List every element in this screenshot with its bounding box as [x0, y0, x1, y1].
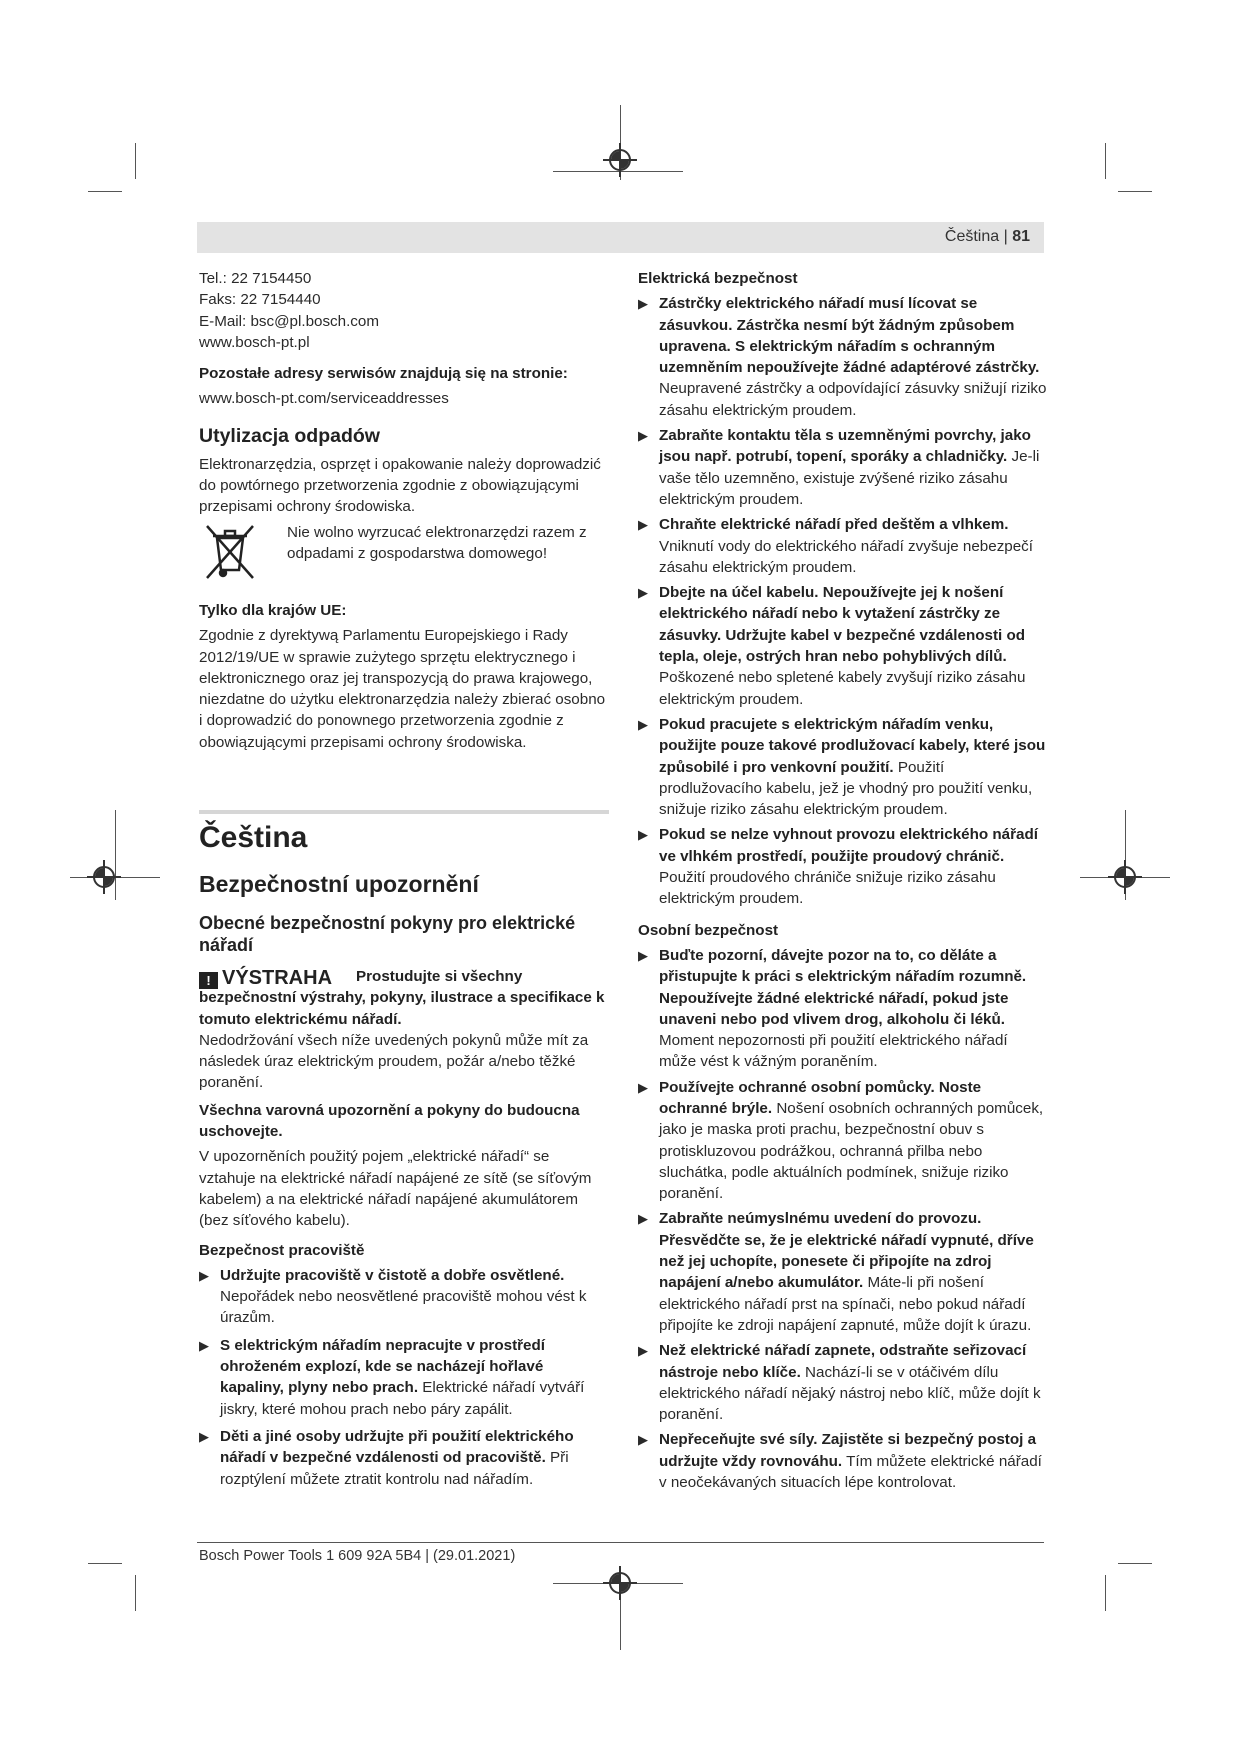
eu-label: Tylko dla krajów UE:: [199, 601, 347, 619]
registration-mark-icon: [609, 149, 631, 171]
electrical-title: Elektrická bezpečnost: [638, 270, 798, 287]
list-item: ▶ S elektrickým nářadím nepracujte v prostředí ohroženém explozí, kde se nacházejí hořlavé kapaliny, plyny nebo prach. Elektrické nářadí vytváří jiskry, které mohou prach nebo páry zapálit.: [199, 1336, 585, 1418]
contact-fax: Faks: 22 7154440: [199, 291, 321, 309]
arrow-right-icon: ▶: [638, 1211, 648, 1227]
general-title: Obecné bezpečnostní pokyny pro elektrické nářadí: [199, 913, 576, 955]
crop-mark: [1118, 1563, 1152, 1564]
left-column: [199, 268, 609, 753]
workplace-title: Bezpečnost pracoviště: [199, 1241, 365, 1259]
left-column-cz: [199, 820, 609, 1490]
page-number: 81: [1012, 228, 1030, 245]
personal-title: Osobní bezpečnost: [638, 921, 779, 939]
registration-mark-icon: [1114, 866, 1136, 888]
contact-website[interactable]: www.bosch-pt.pl: [199, 333, 310, 351]
safety-title: Bezpečnostní upozornění: [199, 871, 479, 897]
warning-label-text: VÝSTRAHA: [222, 967, 333, 989]
crossed-bin-icon: [199, 520, 287, 588]
header-section: Čeština: [944, 228, 1000, 245]
arrow-right-icon: ▶: [199, 1428, 209, 1444]
arrow-right-icon: ▶: [638, 585, 648, 601]
crop-mark: [135, 1575, 136, 1611]
arrow-right-icon: ▶: [638, 428, 648, 444]
arrow-right-icon: ▶: [199, 1337, 209, 1353]
list-item: ▶ Pokud pracujete s elektrickým nářadím venku, použijte pouze takové prodlužovací kabely, které jsou způsobilé i pro venkovní použití. Použití prodlužovacího kabelu, jež je vhodný pro použití venku, snižuje riziko zásahu elektrickým proudem.: [638, 715, 1046, 819]
arrow-right-icon: ▶: [638, 947, 648, 963]
header-label: Čeština | 81: [944, 228, 1030, 245]
list-item: ▶ Používejte ochranné osobní pomůcky. Noste ochranné brýle. Nošení osobních ochranných pomůcek, jako je maska proti prachu, bezpečnostní obuv s protiskluzovou podrážkou, ochranná přilba nebo sluchátka, podle aktuálních podmínek, snižuje riziko poranění.: [638, 1078, 1044, 1203]
registration-mark-icon: [93, 866, 115, 888]
arrow-right-icon: ▶: [638, 716, 648, 732]
other-addresses-url[interactable]: www.bosch-pt.com/serviceaddresses: [199, 390, 449, 408]
crop-mark: [1105, 143, 1106, 179]
disposal-text: Elektronarzędzia, osprzęt i opakowanie należy doprowadzić do powtórnego przetworzenia zgodnie z obowiązującymi przepisami ochrony środowiska.: [199, 455, 601, 516]
section-divider: [199, 810, 609, 814]
contact-tel: Tel.: 22 7154450: [199, 270, 312, 287]
arrow-right-icon: ▶: [638, 296, 648, 312]
disposal-icon-text: Nie wolno wyrzucać elektronarzędzi razem z odpadami z gospodarstwa domowego!: [287, 523, 587, 562]
crop-mark: [88, 191, 122, 192]
eu-text: Zgodnie z dyrektywą Parlamentu Europejskiego i Rady 2012/19/UE w sprawie zużytego sprzętu elektrycznego i elektronicznego oraz jej transpozycją do prawa krajowego, niezdatne do użytku elektronarzędzia należy zbierać osobno i doprowadzić do ponownego przetworzenia zgodnie z obowiązującymi przepisami ochrony środowiska.: [199, 627, 606, 751]
warning-bold-text: Prostudujte si všechny bezpečnostní výstrahy, pokyny, ilustrace a specifikace k tomuto elektrickému nářadí.: [199, 968, 605, 1028]
crop-mark: [88, 1563, 122, 1564]
crop-mark: [1105, 1575, 1106, 1611]
crop-mark: [1118, 191, 1152, 192]
list-item: ▶ Pokud se nelze vyhnout provozu elektrického nářadí ve vlhkém prostředí, použijte proudový chránič. Použití proudového chrániče snižuje riziko zásahu elektrickým proudem.: [638, 826, 1038, 908]
keep-instructions: Všechna varovná upozornění a pokyny do budoucna uschovejte.: [199, 1101, 580, 1141]
footer-divider: [197, 1542, 1044, 1543]
registration-line: [553, 171, 683, 172]
registration-mark-icon: [609, 1572, 631, 1594]
list-item: ▶ Než elektrické nářadí zapnete, odstraňte seřizovací nástroje nebo klíče. Nachází-li se v otáčivém dílu elektrického nářadí nějaký nástroj nebo klíč, může dojít k poranění.: [638, 1342, 1041, 1424]
arrow-right-icon: ▶: [638, 1432, 648, 1448]
language-title: Čeština: [199, 821, 308, 854]
contact-email[interactable]: E-Mail: bsc@pl.bosch.com: [199, 312, 380, 330]
arrow-right-icon: ▶: [638, 517, 648, 533]
page-header: [197, 222, 1044, 253]
list-item: ▶ Zástrčky elektrického nářadí musí lícovat se zásuvkou. Zástrčka nesmí být žádným způsobem upravena. S elektrickým nářadím s ochranným uzemněním nepoužívejte žádné adaptérové zástrčky. Neupravené zástrčky a odpovídající zásuvky snižují riziko zásahu elektrickým proudem.: [638, 295, 1047, 419]
other-addresses-label: Pozostałe adresy serwisów znajdują się na stronie:: [199, 365, 568, 383]
arrow-right-icon: ▶: [638, 1343, 648, 1359]
list-item: ▶ Udržujte pracoviště v čistotě a dobře osvětlené. Nepořádek nebo neosvětlené pracoviště mohou vést k úrazům.: [199, 1266, 587, 1327]
term-definition: V upozorněních použitý pojem „elektrické nářadí“ se vztahuje na elektrické nářadí napájené ze sítě (se síťovým kabelem) a na elektrické nářadí napájené akumulátorem (bez síťového kabelu).: [199, 1148, 592, 1230]
warning-triangle-icon: !: [199, 972, 218, 989]
list-item: ▶ Zabraňte kontaktu těla s uzemněnými povrchy, jako jsou např. potrubí, topení, sporáky a chladničky. Je-li vaše tělo uzemněno, existuje zvýšené riziko zásahu elektrickým proudem.: [638, 427, 1040, 508]
arrow-right-icon: ▶: [638, 1079, 648, 1095]
disposal-title: Utylizacja odpadów: [199, 424, 380, 447]
page-footer: Bosch Power Tools 1 609 92A 5B4 | (29.01.2021): [199, 1548, 516, 1564]
list-item: ▶ Nepřeceňujte své síly. Zajistěte si bezpečný postoj a udržujte vždy rovnováhu. Tím můžete elektrické nářadí v neočekávaných situacích lépe kontrolovat.: [638, 1431, 1042, 1492]
list-item: ▶ Chraňte elektrické nářadí před deštěm a vlhkem. Vniknutí vody do elektrického nářadí zvyšuje nebezpečí zásahu elektrickým proudem.: [638, 516, 1033, 576]
crop-mark: [135, 143, 136, 179]
list-item: ▶ Zabraňte neúmyslnému uvedení do provozu. Přesvědčte se, že je elektrické nářadí vypnuté, dříve než jej uchopíte, ponesete či připojíte na zdroj napájení a/nebo akumulátor. Máte-li při nošení elektrického nářadí prst na spínači, nebo pokud nářadí připojíte ke zdroji napájení zapnuté, může dojít k úrazu.: [638, 1210, 1034, 1334]
list-item: ▶ Děti a jiné osoby udržujte při použití elektrického nářadí v bezpečné vzdálenosti od pracoviště. Při rozptýlení můžete ztratit kontrolu nad nářadím.: [199, 1427, 574, 1488]
warning-text: Nedodržování všech níže uvedených pokynů může mít za následek úraz elektrickým proudem, požár a/nebo těžké poranění.: [199, 1031, 589, 1092]
registration-line: [115, 810, 116, 900]
list-item: ▶ Dbejte na účel kabelu. Nepoužívejte jej k nošení elektrického nářadí nebo k vytažení zástrčky ze zásuvky. Udržujte kabel v bezpečné vzdálenosti od tepla, oleje, ostrých hran nebo pohyblivých dílů. Poškozené nebo spletené kabely zvyšují riziko zásahu elektrickým proudem.: [638, 584, 1026, 708]
right-column: [638, 268, 1048, 1493]
list-item: ▶ Buďte pozorní, dávejte pozor na to, co děláte a přistupujte k práci s elektrickým nářadím rozumně. Nepoužívejte žádné elektrické nářadí, pokud jste unaveni nebo pod vlivem drog, alkoholu či léků. Moment nepozornosti při použití elektrického nářadí může vést k vážným poraněním.: [638, 946, 1027, 1071]
arrow-right-icon: ▶: [199, 1267, 209, 1283]
arrow-right-icon: ▶: [638, 827, 648, 843]
